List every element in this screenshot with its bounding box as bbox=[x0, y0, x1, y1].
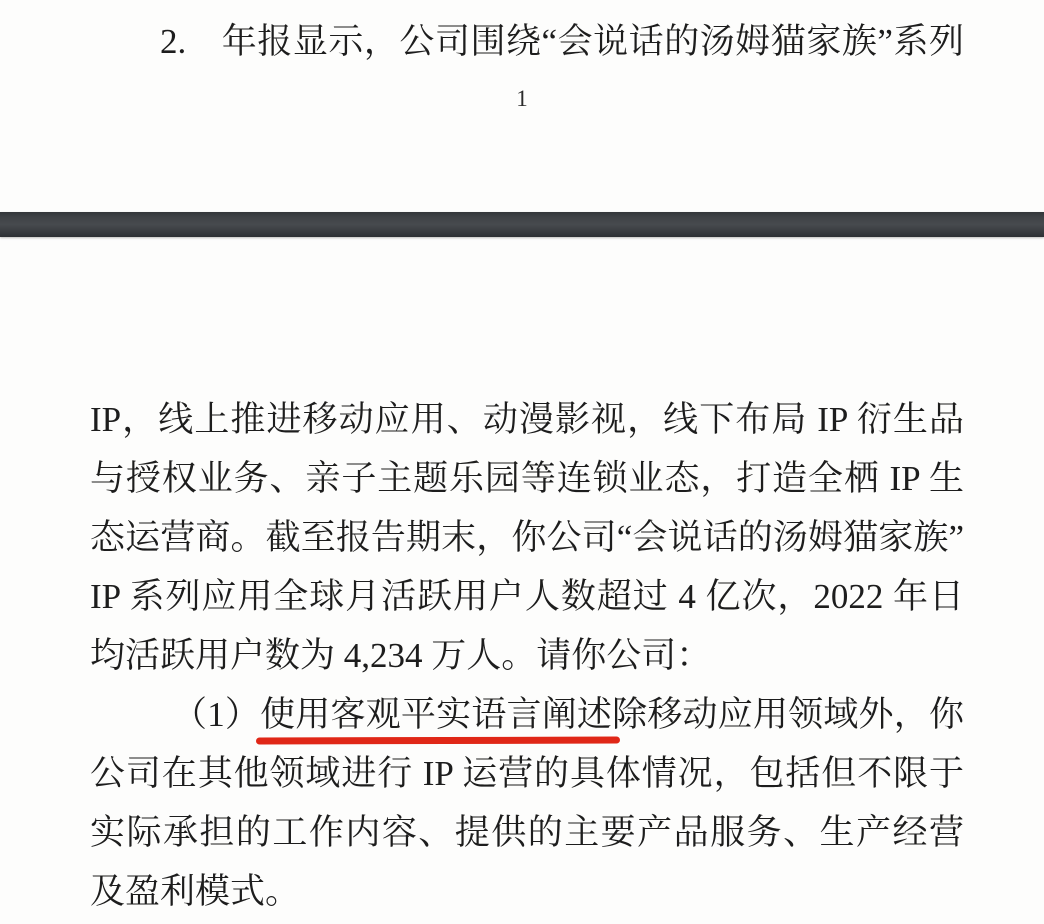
item-number-label: （1） bbox=[172, 695, 261, 734]
body-paragraph-2 bbox=[90, 685, 964, 921]
page-separator-bar bbox=[0, 212, 1044, 237]
page-number: 1 bbox=[516, 86, 528, 111]
body-paragraph-1: IP，线上推进移动应用、动漫影视，线下布局 IP 衍生品与授权业务、亲子主题乐园等连锁业态，打造全栖 IP 生态运营商。截至报告期末，你公司“会说话的汤姆猫家族”IP 系列应用全球月活跃用户人数超过 4 亿次，2022 年日均活跃用户数为 4,234 万人。请你公司： bbox=[90, 400, 964, 675]
prev-page-paragraph: 2. 年报显示，公司围绕“会说话的汤姆猫家族”系列 bbox=[160, 22, 964, 61]
page-next-top bbox=[90, 390, 964, 921]
paragraph-2-rest: 除移动应用领域外，你公司在其他领域进行 IP 运营的具体情况，包括但不限于实际承担的工作内容、提供的主要产品服务、生产经营及盈利模式。 bbox=[90, 695, 964, 911]
red-underlined-phrase: 使用客观平实语言阐述 bbox=[260, 695, 613, 734]
